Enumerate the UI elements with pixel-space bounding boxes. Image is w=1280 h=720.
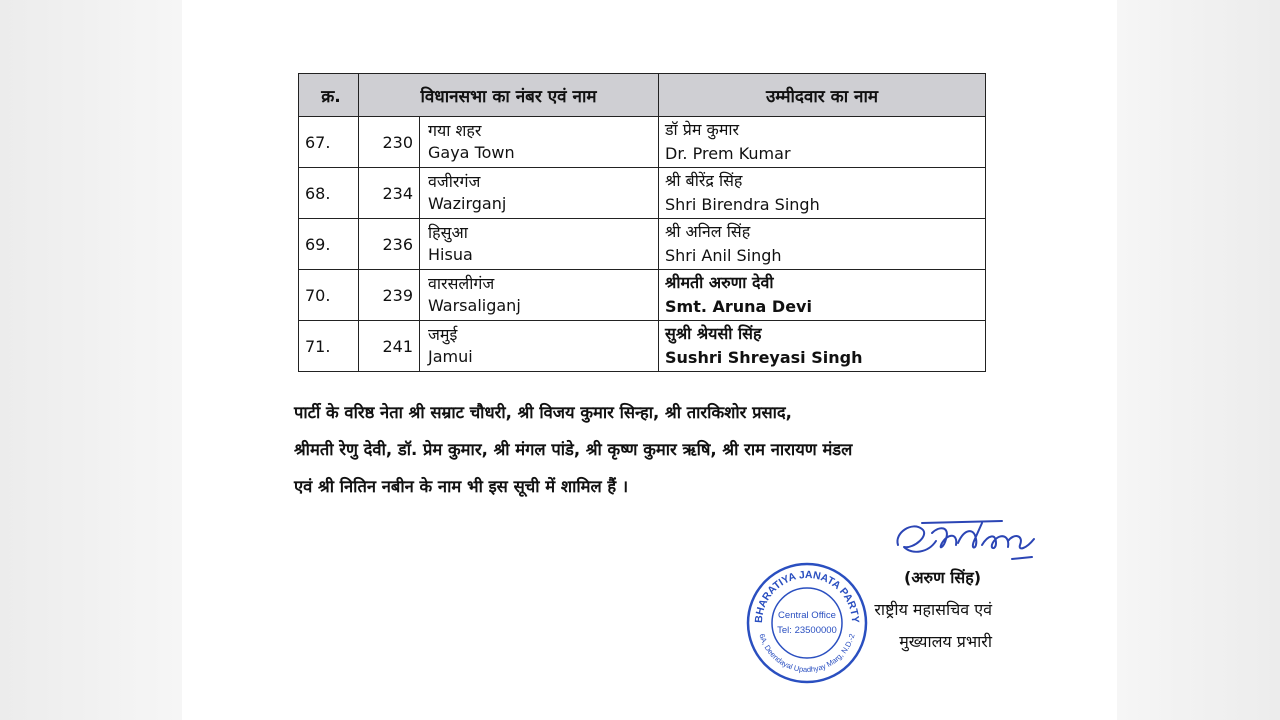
constituency-name-hindi: वारसलीगंज — [428, 274, 495, 293]
background-left — [0, 0, 182, 720]
note-line: श्रीमती रेणु देवी, डॉ. प्रेम कुमार, श्री मंगल पांडे, श्री कृष्ण कुमार ऋषि, श्री राम नारायण मंडल — [294, 440, 853, 459]
row-sno: 71. — [299, 321, 359, 372]
header-sno: क्र. — [299, 74, 359, 117]
table-row — [299, 321, 986, 372]
row-constituency-number: 234 — [359, 168, 420, 219]
row-constituency-number: 241 — [359, 321, 420, 372]
table-header-row — [299, 74, 986, 117]
row-candidate — [659, 168, 986, 219]
note-paragraph — [294, 394, 994, 505]
document-page — [182, 0, 1117, 720]
row-constituency-name — [420, 219, 659, 270]
row-candidate — [659, 270, 986, 321]
table-row — [299, 219, 986, 270]
table-row — [299, 117, 986, 168]
candidate-table — [298, 73, 986, 372]
constituency-name-hindi: वजीरगंज — [428, 172, 481, 191]
signer-title-line: राष्ट्रीय महासचिव एवं — [874, 600, 992, 619]
background-right — [1117, 0, 1280, 720]
party-stamp — [744, 560, 870, 686]
candidate-name-english: Dr. Prem Kumar — [665, 144, 791, 163]
constituency-name-hindi: गया शहर — [428, 121, 482, 140]
row-constituency-number: 239 — [359, 270, 420, 321]
row-constituency-name — [420, 321, 659, 372]
row-sno: 67. — [299, 117, 359, 168]
header-candidate: उम्मीदवार का नाम — [659, 74, 986, 117]
constituency-name-english: Wazirganj — [428, 194, 507, 213]
row-constituency-name — [420, 168, 659, 219]
candidate-name-hindi: श्री अनिल सिंह — [665, 222, 751, 241]
header-constituency: विधानसभा का नंबर एवं नाम — [359, 74, 659, 117]
row-sno: 69. — [299, 219, 359, 270]
constituency-name-english: Gaya Town — [428, 143, 515, 162]
candidate-name-hindi: डॉ प्रेम कुमार — [665, 120, 740, 139]
candidate-name-hindi: श्री बीरेंद्र सिंह — [665, 171, 743, 190]
stamp-address-text: 6A, Deendayal Upadhyay Marg, N.D.-2 — [757, 632, 857, 675]
constituency-name-english: Jamui — [428, 347, 473, 366]
table-row — [299, 270, 986, 321]
signer-name: (अरुण सिंह) — [904, 568, 982, 587]
row-constituency-name — [420, 270, 659, 321]
constituency-name-hindi: जमुई — [428, 325, 458, 344]
candidate-name-english: Shri Anil Singh — [665, 246, 782, 265]
note-line: पार्टी के वरिष्ठ नेता श्री सम्राट चौधरी, श्री विजय कुमार सिन्हा, श्री तारकिशोर प्रसाद, — [294, 403, 792, 422]
row-constituency-name — [420, 117, 659, 168]
signature-image — [892, 515, 1042, 570]
stamp-office-text: Central Office — [778, 610, 836, 621]
table-row — [299, 168, 986, 219]
row-candidate — [659, 219, 986, 270]
row-constituency-number: 230 — [359, 117, 420, 168]
signer-title-line: मुख्यालय प्रभारी — [899, 632, 992, 651]
constituency-name-hindi: हिसुआ — [428, 223, 468, 242]
note-line: एवं श्री नितिन नबीन के नाम भी इस सूची में शामिल हैं । — [294, 477, 629, 496]
constituency-name-english: Hisua — [428, 245, 473, 264]
candidate-name-hindi: सुश्री श्रेयसी सिंह — [665, 324, 762, 343]
row-sno: 70. — [299, 270, 359, 321]
candidate-name-english: Sushri Shreyasi Singh — [665, 348, 863, 367]
row-candidate — [659, 117, 986, 168]
candidate-name-english: Shri Birendra Singh — [665, 195, 820, 214]
constituency-name-english: Warsaliganj — [428, 296, 521, 315]
candidate-name-english: Smt. Aruna Devi — [665, 297, 812, 316]
stamp-tel-text: Tel: 23500000 — [777, 625, 837, 636]
row-constituency-number: 236 — [359, 219, 420, 270]
row-candidate — [659, 321, 986, 372]
candidate-name-hindi: श्रीमती अरुणा देवी — [665, 273, 774, 292]
row-sno: 68. — [299, 168, 359, 219]
stamp-org-text: BHARATIYA JANATA PARTY — [752, 568, 862, 624]
